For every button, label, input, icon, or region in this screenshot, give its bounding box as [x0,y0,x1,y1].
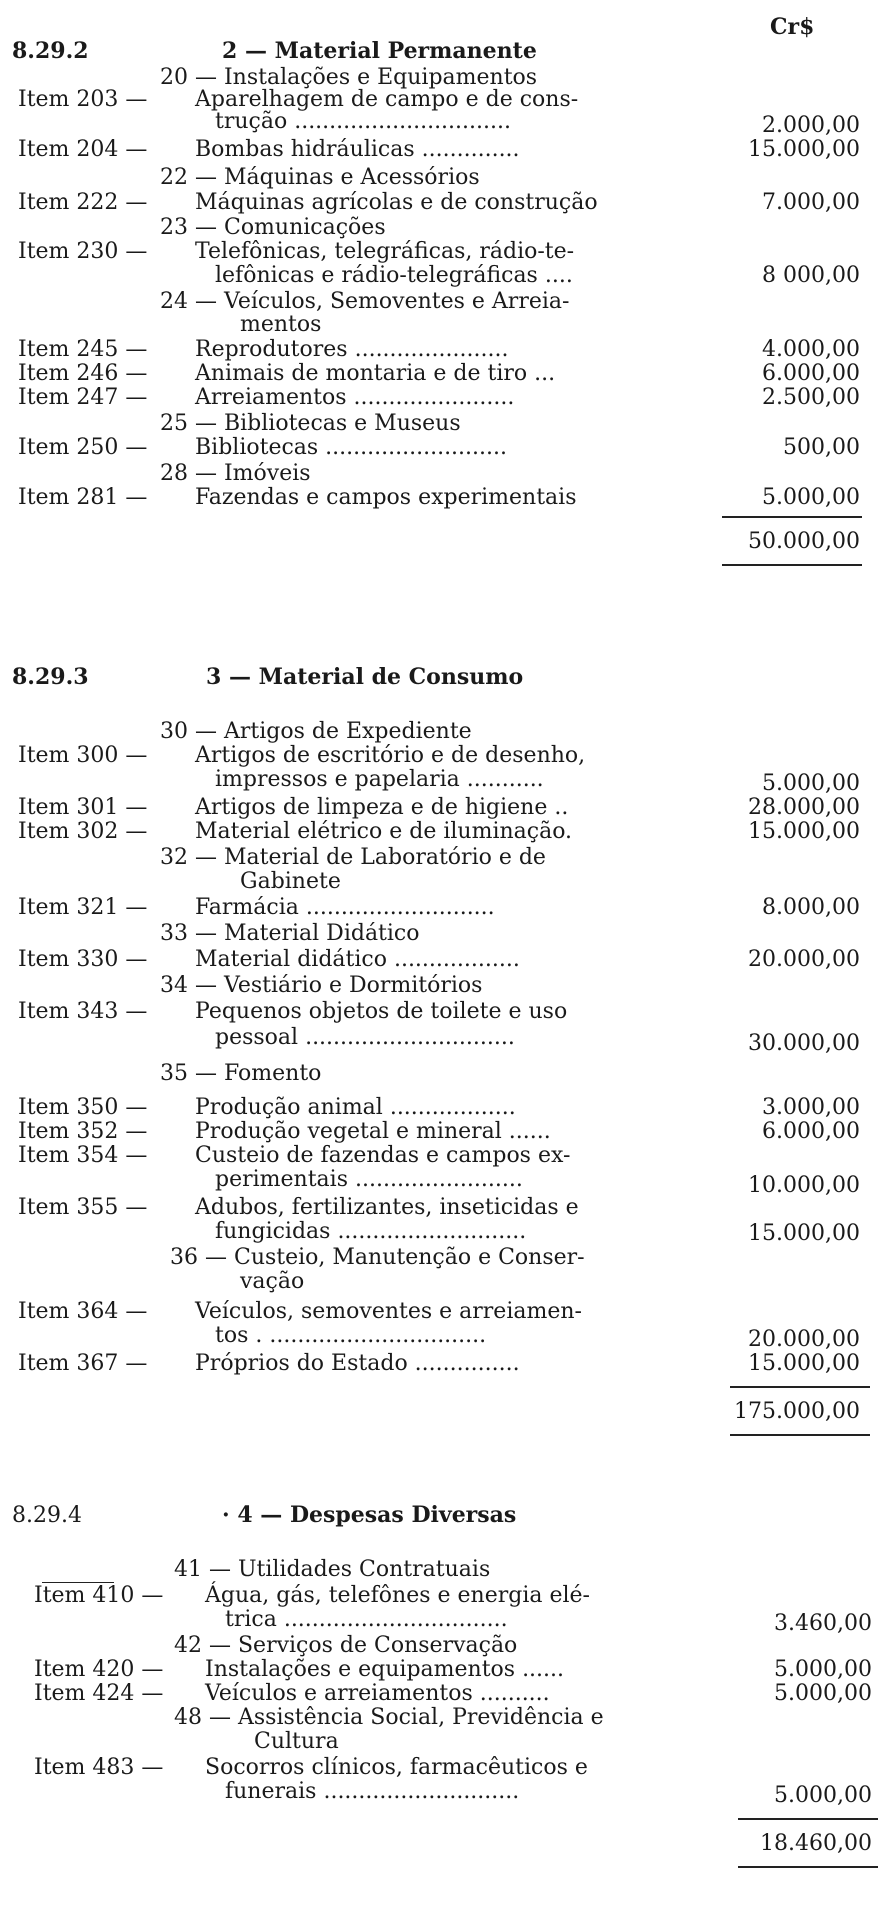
item-text: Artigos de limpeza e de higiene .. [195,795,569,820]
item-amount: 5.000,00 [774,1783,872,1808]
item-text-cont: lefônicas e rádio-telegráficas .... [215,263,573,288]
group-heading: 48 — Assistência Social, Previdência e [174,1705,604,1730]
item-text: Reprodutores ...................... [195,337,509,362]
item-text-cont: impressos e papelaria ........... [215,767,544,792]
item-text: Próprios do Estado ............... [195,1351,520,1376]
total-double-rule [730,1434,870,1436]
item-label: Item 230 — [18,239,148,264]
item-text: Socorros clínicos, farmacêuticos e [205,1755,588,1780]
item-label: Item 330 — [18,947,148,972]
item-amount: 2.000,00 [762,113,860,138]
item-label: Item 420 — [34,1657,164,1682]
item-text-cont: trução ............................... [215,109,511,134]
item-text: Água, gás, telefônes e energia elé- [205,1583,590,1608]
section-title: 2 — Material Permanente [222,38,537,64]
item-amount: 5.000,00 [774,1657,872,1682]
item-text-cont: pessoal .............................. [215,1025,515,1050]
item-amount: 15.000,00 [748,819,860,844]
item-text: Animais de montaria e de tiro ... [195,361,556,386]
item-label: Item 343 — [18,999,148,1024]
group-heading: 25 — Bibliotecas e Museus [160,411,461,436]
item-amount: 20.000,00 [748,1327,860,1352]
item-text: Instalações e equipamentos ...... [205,1657,565,1682]
item-label: Item 367 — [18,1351,148,1376]
group-heading: 20 — Instalações e Equipamentos [160,65,538,90]
item-text: Fazendas e campos experimentais [195,485,577,510]
item-amount: 20.000,00 [748,947,860,972]
item-amount: 5.000,00 [774,1681,872,1706]
item-text: Veículos, semoventes e arreiamen- [195,1299,582,1324]
section-code: 8.29.3 [12,664,89,690]
item-text-cont: funerais ............................ [225,1779,520,1804]
item-amount: 15.000,00 [748,1221,860,1246]
section-total: 50.000,00 [748,529,860,554]
group-heading: 36 — Custeio, Manutenção e Conser- [170,1245,585,1270]
item-amount: 10.000,00 [748,1173,860,1198]
item-text: Material elétrico e de iluminação. [195,819,573,844]
item-amount: 500,00 [783,435,860,460]
group-heading: 23 — Comunicações [160,215,386,240]
item-text: Farmácia ........................... [195,895,495,920]
item-label: Item 302 — [18,819,148,844]
item-amount: 5.000,00 [762,771,860,796]
item-text: Veículos e arreiamentos .......... [205,1681,550,1706]
item-amount: 15.000,00 [748,1351,860,1376]
item-label: Item 424 — [34,1681,164,1706]
item-amount: 2.500,00 [762,385,860,410]
section-code: 8.29.4 [12,1503,82,1528]
item-amount: 15.000,00 [748,137,860,162]
item-label: Item 410 — [34,1583,164,1608]
item-label: Item 250 — [18,435,148,460]
item-text: Arreiamentos ....................... [195,385,515,410]
group-heading-cont: Gabinete [240,869,341,894]
item-text: Material didático .................. [195,947,520,972]
item-amount: 8.000,00 [762,895,860,920]
item-label: Item 245 — [18,337,148,362]
group-heading-cont: vação [240,1269,305,1294]
item-amount: 4.000,00 [762,337,860,362]
item-label: Item 300 — [18,743,148,768]
item-amount: 3.000,00 [762,1095,860,1120]
item-label: Item 364 — [18,1299,148,1324]
group-heading: 35 — Fomento [160,1061,322,1086]
item-text-cont: trica ................................ [225,1607,508,1632]
item-label: Item 355 — [18,1195,148,1220]
group-heading-cont: mentos [240,312,322,337]
item-label: Item 350 — [18,1095,148,1120]
total-rule [730,1386,870,1388]
group-heading-cont: Cultura [254,1729,339,1754]
item-amount: 7.000,00 [762,190,860,215]
item-text: Bombas hidráulicas .............. [195,137,520,162]
group-heading: 24 — Veículos, Semoventes e Arreia- [160,289,570,314]
item-label: Item 203 — [18,87,148,112]
item-label: Item 246 — [18,361,148,386]
item-label: Item 483 — [34,1755,164,1780]
item-label: Item 247 — [18,385,148,410]
item-text: Custeio de fazendas e campos ex- [195,1143,571,1168]
item-label: Item 301 — [18,795,148,820]
total-double-rule [738,1866,878,1868]
item-text: Máquinas agrícolas e de construção [195,190,598,215]
total-rule [722,516,862,518]
item-amount: 28.000,00 [748,795,860,820]
group-heading: 34 — Vestiário e Dormitórios [160,973,483,998]
item-amount: 3.460,00 [774,1611,872,1636]
item-amount: 8 000,00 [762,263,860,288]
item-text: Adubos, fertilizantes, inseticidas e [195,1195,579,1220]
item-amount: 5.000,00 [762,485,860,510]
item-label: Item 321 — [18,895,148,920]
item-label: Item 281 — [18,485,148,510]
item-text: Produção vegetal e mineral ...... [195,1119,551,1144]
item-text: Produção animal .................. [195,1095,516,1120]
item-text-cont: perimentais ........................ [215,1167,523,1192]
item-text: Bibliotecas .......................... [195,435,508,460]
section-total: 18.460,00 [760,1831,872,1856]
section-title: · 4 — Despesas Diversas [222,1502,517,1528]
group-heading: 42 — Serviços de Conservação [174,1633,518,1658]
total-double-rule [722,564,862,566]
total-rule [738,1818,878,1820]
group-heading: 33 — Material Didático [160,921,420,946]
item-text: Telefônicas, telegráficas, rádio-te- [195,239,575,264]
group-heading: 22 — Máquinas e Acessórios [160,165,480,190]
item-label: Item 204 — [18,137,148,162]
item-text-cont: fungicidas ........................... [215,1219,527,1244]
item-label: Item 222 — [18,190,148,215]
section-title: 3 — Material de Consumo [206,664,524,690]
section-total: 175.000,00 [734,1399,860,1424]
item-text: Pequenos objetos de toilete e uso [195,999,568,1024]
item-text-cont: tos . ............................... [215,1323,487,1348]
group-heading: 32 — Material de Laboratório e de [160,845,546,870]
currency-header: Cr$ [770,14,815,40]
item-label: Item 354 — [18,1143,148,1168]
item-amount: 30.000,00 [748,1031,860,1056]
section-code: 8.29.2 [12,38,89,64]
group-heading: 41 — Utilidades Contratuais [174,1557,491,1582]
item-label: Item 352 — [18,1119,148,1144]
item-text: Artigos de escritório e de desenho, [195,743,586,768]
item-amount: 6.000,00 [762,1119,860,1144]
group-heading: 28 — Imóveis [160,461,311,486]
group-heading: 30 — Artigos de Expediente [160,719,472,744]
item-text: Aparelhagem de campo e de cons- [195,87,579,112]
item-amount: 6.000,00 [762,361,860,386]
